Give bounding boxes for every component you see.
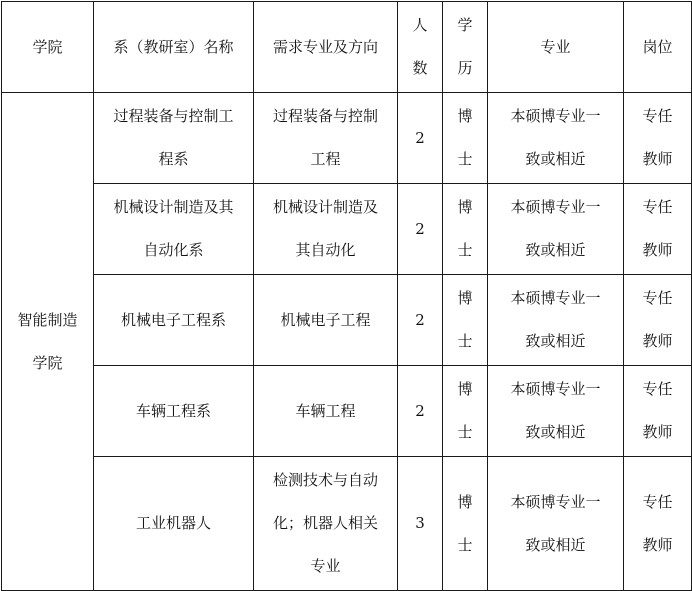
major-direction-cell: 机械设计制造及 其自动化 <box>254 184 398 275</box>
table-row <box>2 184 692 275</box>
degree-cell: 博 士 <box>443 366 488 457</box>
count-cell: 2 <box>398 275 443 366</box>
header-degree: 学 历 <box>443 2 488 93</box>
position-cell: 专任 教师 <box>624 93 692 184</box>
department-cell: 机械电子工程系 <box>94 275 254 366</box>
table-row <box>2 366 692 457</box>
table-row <box>2 457 692 591</box>
header-college: 学院 <box>2 2 94 93</box>
college-cell: 智能制造 学院 <box>2 93 94 591</box>
major-cell: 本硕博专业一 致或相近 <box>488 457 624 591</box>
table-row <box>2 275 692 366</box>
major-cell: 本硕博专业一 致或相近 <box>488 184 624 275</box>
major-direction-cell: 检测技术与自动 化；机器人相关 专业 <box>254 457 398 591</box>
major-direction-cell: 车辆工程 <box>254 366 398 457</box>
position-cell: 专任 教师 <box>624 275 692 366</box>
position-cell: 专任 教师 <box>624 366 692 457</box>
count-cell: 2 <box>398 366 443 457</box>
degree-cell: 博 士 <box>443 184 488 275</box>
count-cell: 3 <box>398 457 443 591</box>
major-cell: 本硕博专业一 致或相近 <box>488 275 624 366</box>
table-row <box>2 93 692 184</box>
header-major: 专业 <box>488 2 624 93</box>
degree-cell: 博 士 <box>443 93 488 184</box>
major-direction-cell: 机械电子工程 <box>254 275 398 366</box>
major-cell: 本硕博专业一 致或相近 <box>488 366 624 457</box>
header-row <box>2 2 692 93</box>
degree-cell: 博 士 <box>443 275 488 366</box>
degree-cell: 博 士 <box>443 457 488 591</box>
position-cell: 专任 教师 <box>624 184 692 275</box>
department-cell: 过程装备与控制工 程系 <box>94 93 254 184</box>
header-position: 岗位 <box>624 2 692 93</box>
count-cell: 2 <box>398 93 443 184</box>
recruitment-table <box>1 1 692 591</box>
count-cell: 2 <box>398 184 443 275</box>
major-direction-cell: 过程装备与控制 工程 <box>254 93 398 184</box>
header-department: 系（教研室）名称 <box>94 2 254 93</box>
department-cell: 机械设计制造及其 自动化系 <box>94 184 254 275</box>
header-major-direction: 需求专业及方向 <box>254 2 398 93</box>
major-cell: 本硕博专业一 致或相近 <box>488 93 624 184</box>
position-cell: 专任 教师 <box>624 457 692 591</box>
department-cell: 车辆工程系 <box>94 366 254 457</box>
department-cell: 工业机器人 <box>94 457 254 591</box>
header-count: 人 数 <box>398 2 443 93</box>
